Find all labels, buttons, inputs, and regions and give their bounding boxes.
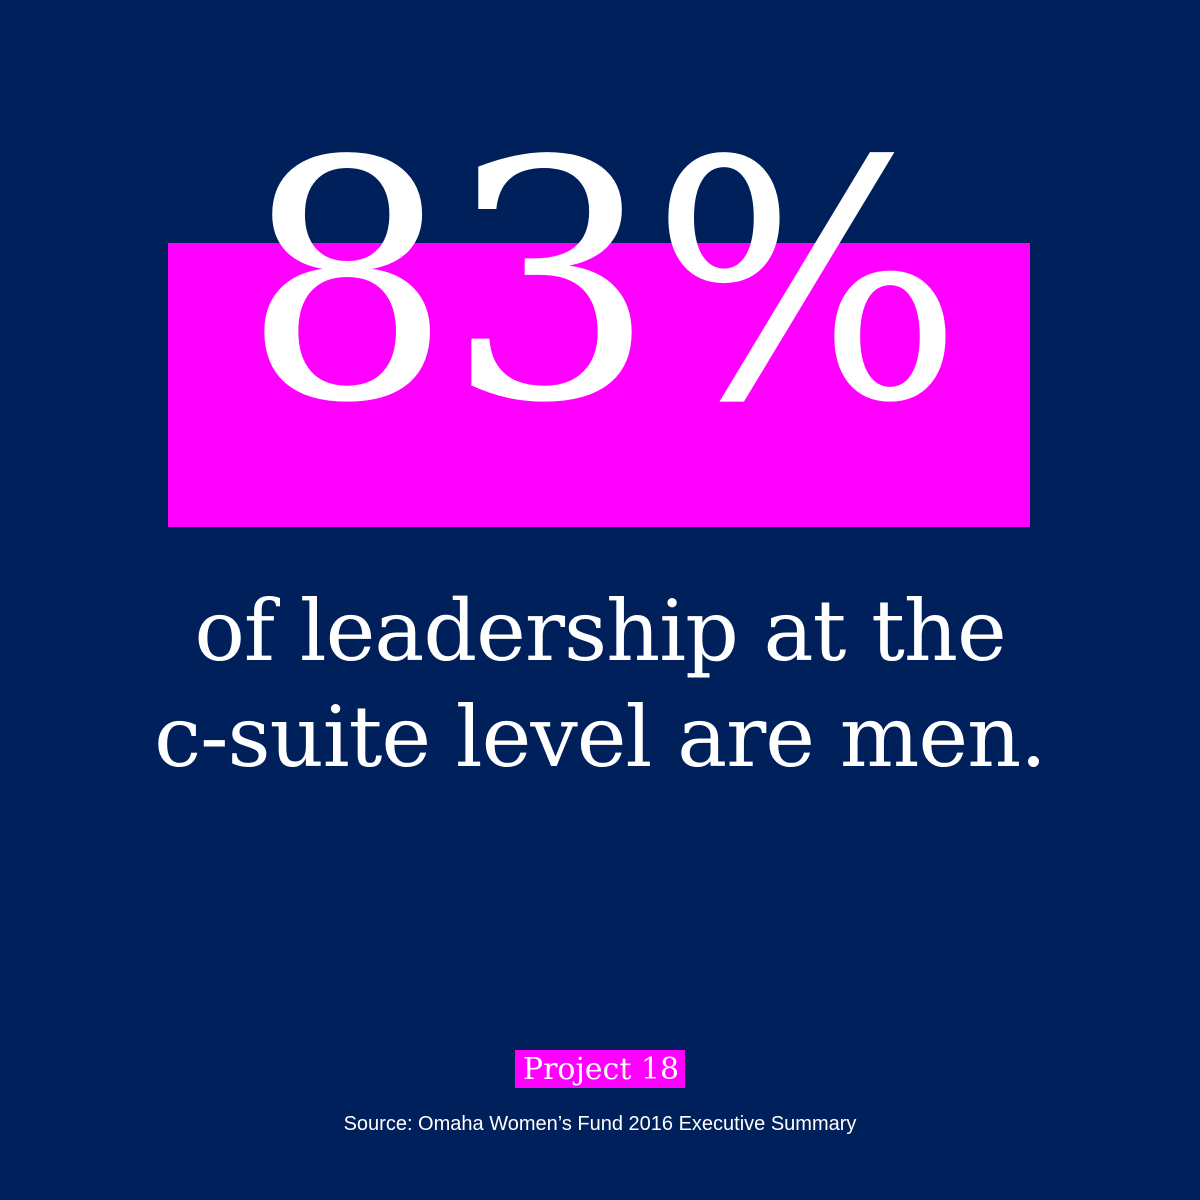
- statement-line-2: c-suite level are men.: [154, 688, 1046, 786]
- brand-logo: Project 18: [515, 1050, 685, 1088]
- source-citation: Source: Omaha Women’s Fund 2016 Executive Summary: [343, 1113, 857, 1135]
- brand-container: [0, 1050, 1200, 1092]
- statement-line-1: of leadership at the: [194, 582, 1006, 680]
- statement: [0, 578, 1200, 790]
- stat-number: 83%: [242, 91, 958, 475]
